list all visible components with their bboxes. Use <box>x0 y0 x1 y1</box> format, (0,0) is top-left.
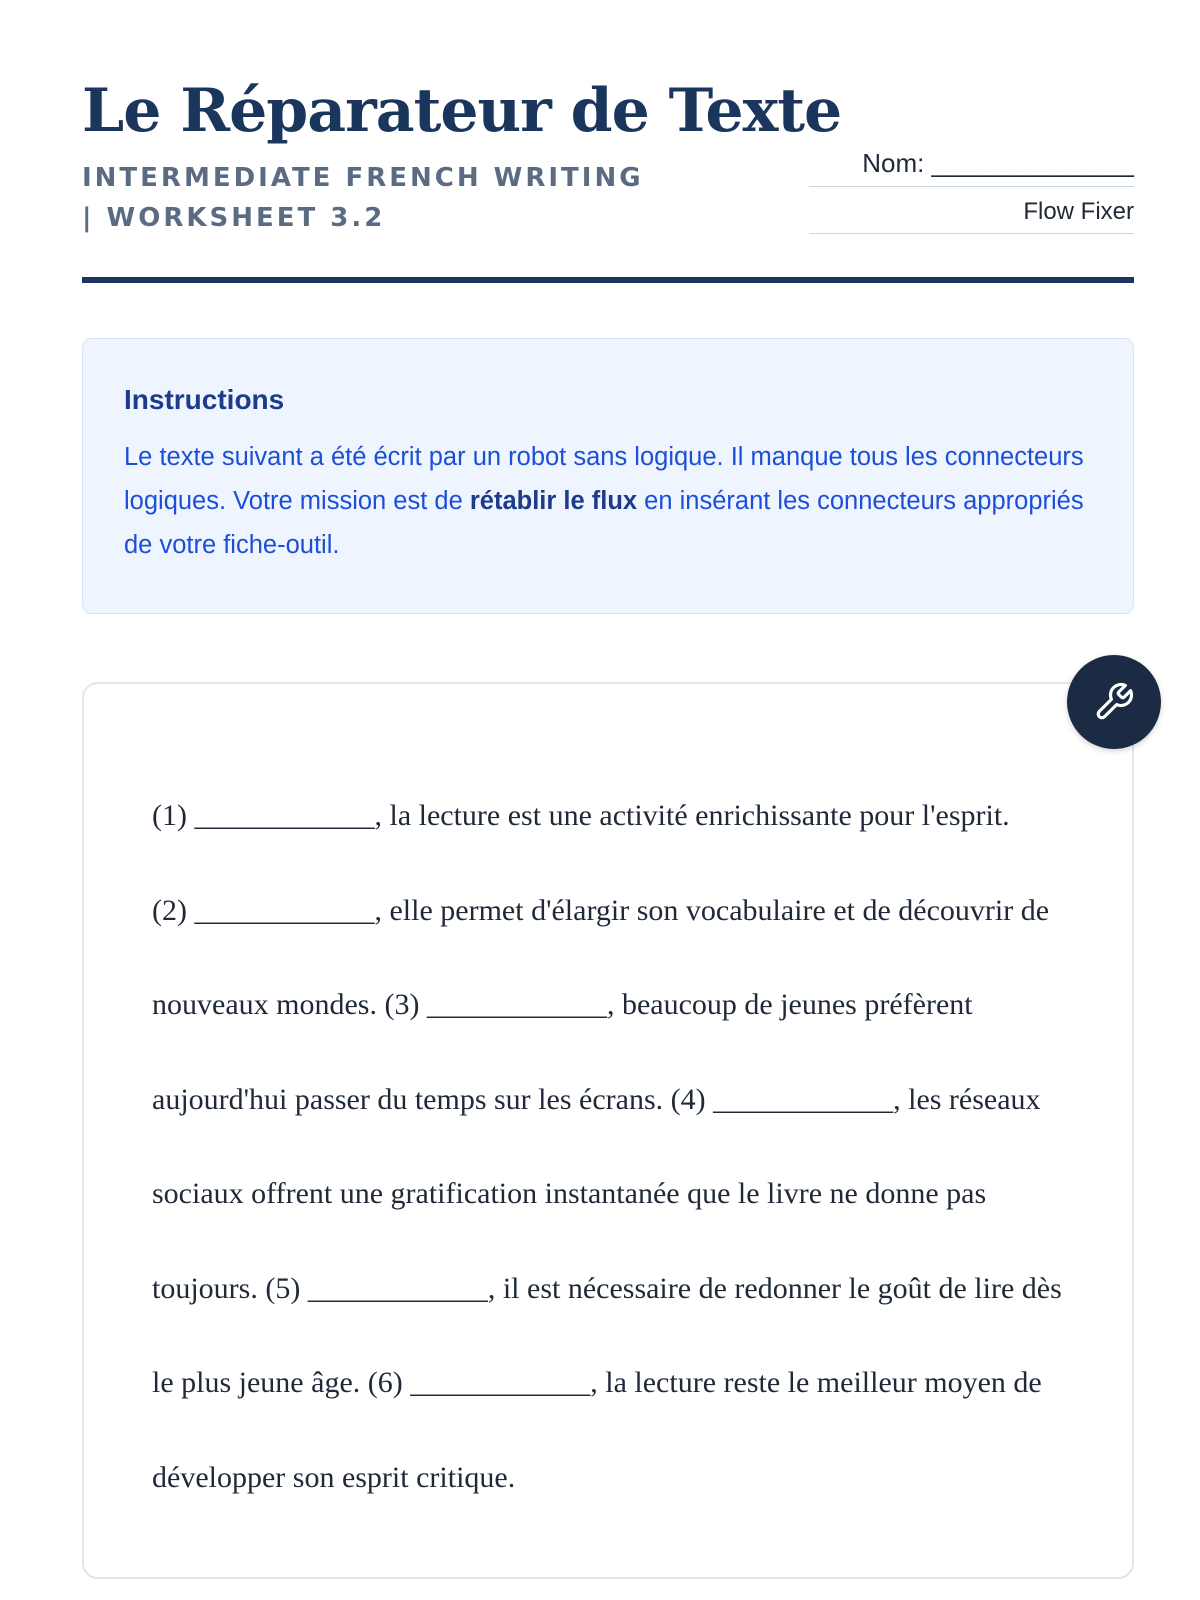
worksheet-page <box>82 0 1134 1600</box>
passage-sentence: , les réseaux sociaux offrent une gratification instantanée que le livre ne donne pas toujours. <box>152 1082 1041 1305</box>
blank-number: (1) <box>152 799 187 832</box>
exercise-card <box>82 682 1134 1579</box>
wrench-icon <box>1093 681 1135 723</box>
wrench-badge <box>1067 655 1161 749</box>
exercise-passage <box>152 769 1064 1525</box>
passage-sentence: , elle permet d'élargir son vocabulaire et de découvrir de nouveaux mondes. <box>152 893 1050 1021</box>
instructions-heading: Instructions <box>124 384 285 415</box>
blank-number: (3) <box>384 988 420 1021</box>
worksheet-header <box>82 78 1134 283</box>
blank-number: (2) <box>152 893 187 927</box>
instructions-box <box>82 338 1134 614</box>
connector-blank[interactable]: ____________ <box>194 799 375 832</box>
connector-blank[interactable]: ____________ <box>307 1271 488 1305</box>
connector-blank[interactable]: ____________ <box>410 1366 591 1399</box>
passage-sentence: , la lecture est une activité enrichissante pour l'esprit. <box>374 799 1010 832</box>
student-meta <box>809 148 1134 234</box>
connector-blank[interactable]: ____________ <box>713 1082 894 1116</box>
passage-item-1 <box>152 799 1010 832</box>
blank-number: (6) <box>367 1366 403 1399</box>
blank-number: (4) <box>670 1082 706 1116</box>
connector-blank[interactable]: ____________ <box>194 893 375 927</box>
instructions-emphasis: rétablir le flux <box>469 487 638 515</box>
page-title: Le Réparateur de Texte <box>82 76 842 146</box>
passage-sentence: , la lecture reste le meilleur moyen de développer son esprit critique. <box>152 1366 1042 1494</box>
role-label: Flow Fixer <box>809 197 1134 234</box>
worksheet-subtitle: INTERMEDIATE FRENCH WRITING | WORKSHEET 3.2 <box>82 163 644 233</box>
student-name-field[interactable]: Nom: ______________ <box>809 148 1134 187</box>
instructions-text-start: Le texte suivant a été écrit par un robot sans logique. Il manque tous les connecteurs logiques. Votre mission est de <box>124 443 1084 515</box>
header-divider <box>82 277 1134 283</box>
instructions-text <box>124 435 1093 567</box>
passage-sentence: , il est nécessaire de redonner le goût de lire dès le plus jeune âge. <box>152 1271 1062 1399</box>
blank-number: (5) <box>265 1271 301 1305</box>
instructions-text-end: en insérant les connecteurs appropriés de votre fiche-outil. <box>124 487 1084 559</box>
passage-sentence: , beaucoup de jeunes préfèrent aujourd'hui passer du temps sur les écrans. <box>152 988 973 1116</box>
connector-blank[interactable]: ____________ <box>426 988 607 1021</box>
